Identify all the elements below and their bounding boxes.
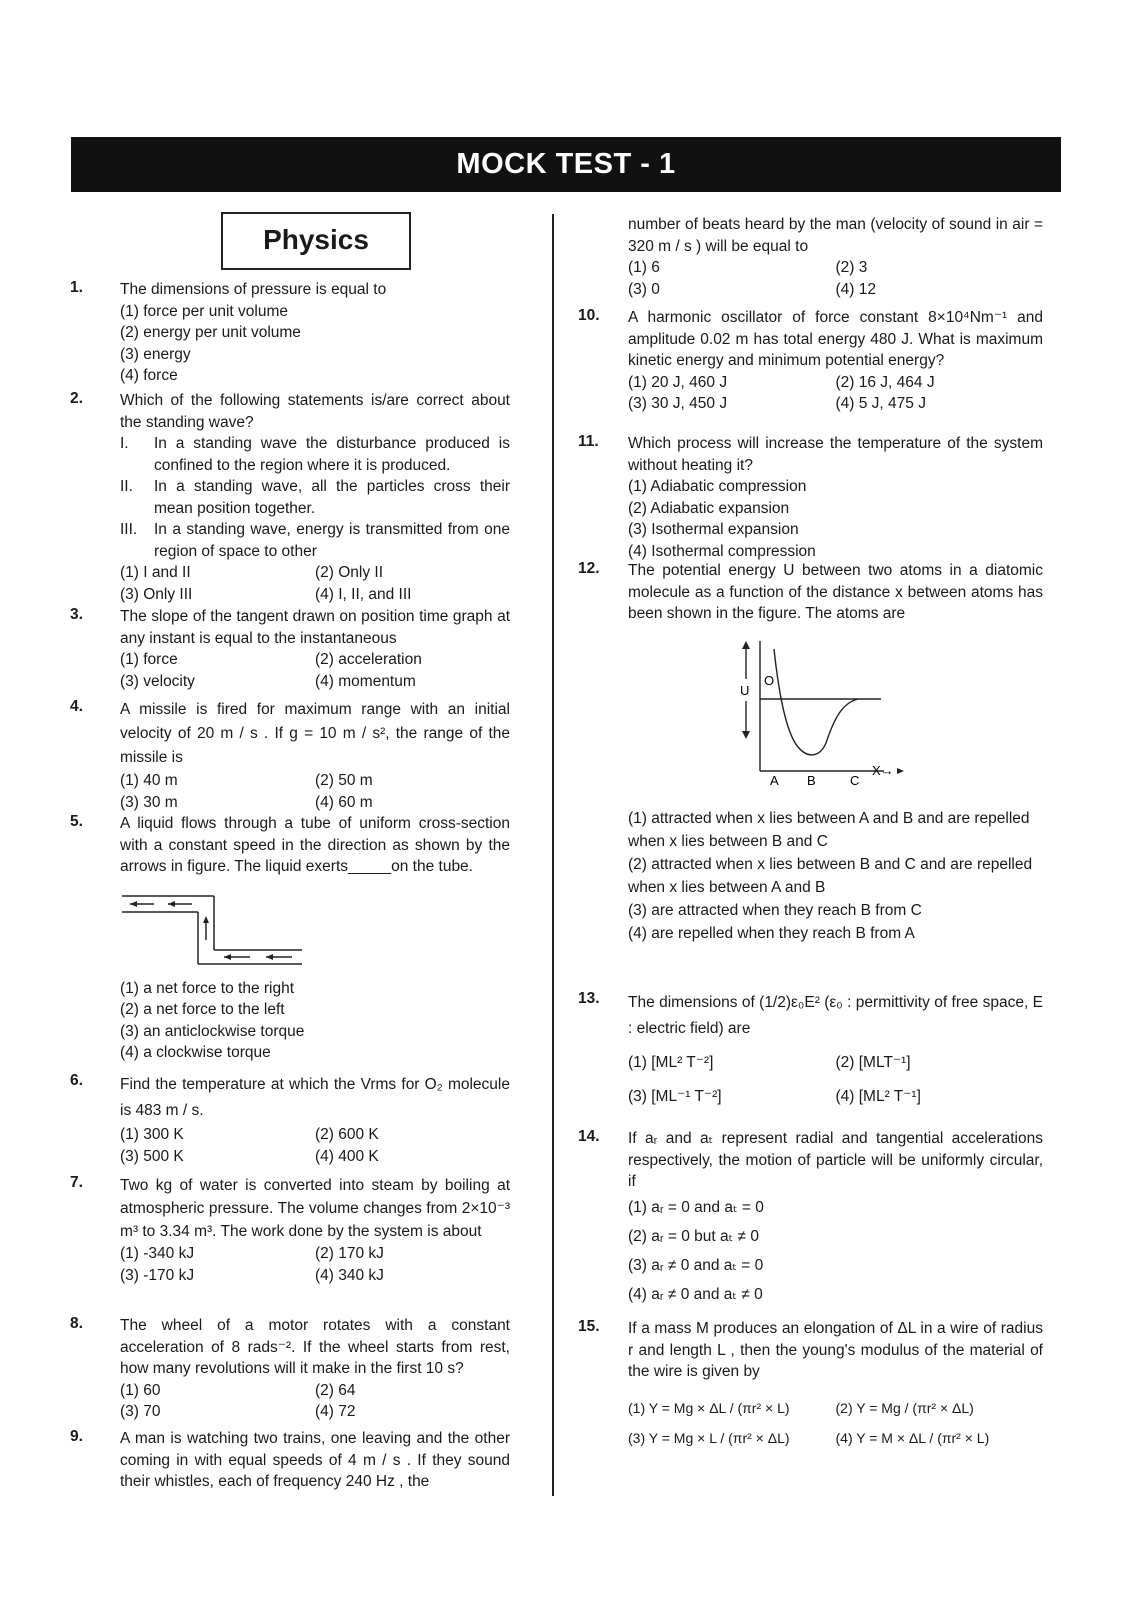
question-text: Which of the following statements is/are correct about the standing wave?	[120, 392, 510, 431]
option-3[interactable]: (3) Isothermal expansion	[628, 521, 799, 538]
column-divider	[552, 214, 554, 1496]
question-3	[70, 606, 510, 692]
u-axis-label: U	[740, 682, 750, 698]
option-2[interactable]: (2) Only II	[315, 564, 384, 581]
option-1[interactable]: (1) Y = Mg × ΔL / (πr² × L)	[628, 1399, 790, 1416]
question-4	[70, 698, 510, 813]
option-1[interactable]: (1) 40 m	[120, 772, 178, 789]
option-2[interactable]: (2) acceleration	[315, 651, 422, 668]
option-1[interactable]: (1) a net force to the right	[120, 979, 295, 997]
option-3[interactable]: (3) 30 m	[120, 793, 178, 811]
question-7	[70, 1174, 510, 1286]
option-2[interactable]: (2) 64	[315, 1381, 356, 1399]
tube-flow-figure	[120, 882, 320, 972]
option-2[interactable]: (2) 16 J, 464 J	[835, 373, 935, 391]
question-text-continued: number of beats heard by the man (velocity of sound in air = 320 m / s ) will be equal to	[628, 216, 1043, 255]
statement-2: II. In a standing wave, all the particles cross their mean position together.	[120, 478, 510, 517]
question-number: 10.	[578, 307, 600, 324]
question-6	[70, 1072, 510, 1167]
option-4[interactable]: (4) 400 K	[315, 1147, 379, 1165]
subject-heading: Physics	[221, 212, 411, 270]
question-text: If aᵣ and aₜ represent radial and tangential accelerations respectively, the motion of particle will be uniformly circular, if	[628, 1130, 1043, 1190]
question-text: Which process will increase the temperature of the system without heating it?	[628, 435, 1043, 474]
question-text: A man is watching two trains, one leaving and the other coming in with equal speeds of 4 m / s . If they sound their whistles, each of frequency 240 Hz , the	[120, 1430, 510, 1490]
option-1[interactable]: (1) -340 kJ	[120, 1245, 195, 1262]
option-4[interactable]: (4) a clockwise torque	[120, 1044, 271, 1061]
point-c-label: C	[850, 772, 860, 785]
question-number: 12.	[578, 560, 600, 577]
option-4[interactable]: (4) Y = M × ΔL / (πr² × L)	[835, 1429, 990, 1446]
question-9-continued	[578, 214, 1043, 300]
statement-3: III. In a standing wave, energy is transmitted from one region of space to other	[120, 521, 510, 560]
option-3[interactable]: (3) [ML⁻¹ T⁻²]	[628, 1088, 722, 1105]
question-text: The potential energy U between two atoms in a diatomic molecule as a function of the distance x between atoms has been shown in the figure. The atoms are	[628, 562, 1043, 622]
question-number: 3.	[70, 606, 83, 623]
option-3[interactable]: (3) Y = Mg × L / (πr² × ΔL)	[628, 1429, 790, 1446]
question-text: A harmonic oscillator of force constant 8×10⁴Nm⁻¹ and amplitude 0.02 m has total energy 480 J. What is maximum kinetic energy and minimum potential energy?	[628, 309, 1043, 369]
option-4[interactable]: (4) are repelled when they reach B from A	[628, 924, 915, 942]
question-number: 6.	[70, 1072, 83, 1089]
question-12	[578, 560, 1043, 945]
option-3[interactable]: (3) 30 J, 450 J	[628, 395, 728, 412]
option-1[interactable]: (1) I and II	[120, 564, 191, 581]
question-text: A liquid flows through a tube of uniform cross-section with a constant speed in the direction as shown by the arrows in figure. The liquid exerts_____on the tube.	[120, 815, 510, 875]
question-number: 14.	[578, 1128, 600, 1145]
question-text: The dimensions of pressure is equal to	[120, 281, 387, 298]
question-text: Find the temperature at which the Vrms for O₂ molecule is 483 m / s.	[120, 1076, 510, 1119]
option-1[interactable]: (1) 20 J, 460 J	[628, 373, 728, 391]
question-number: 4.	[70, 698, 83, 715]
question-1	[70, 279, 510, 387]
option-3[interactable]: (3) 70	[120, 1403, 161, 1420]
option-2[interactable]: (2) 170 kJ	[315, 1245, 384, 1262]
option-2[interactable]: (2) Y = Mg / (πr² × ΔL)	[835, 1399, 974, 1416]
option-4[interactable]: (4) momentum	[315, 672, 416, 690]
option-3[interactable]: (3) -170 kJ	[120, 1266, 195, 1284]
statement-1: I. In a standing wave the disturbance produced is confined to the region where it is produced.	[120, 435, 510, 474]
option-1[interactable]: (1) 300 K	[120, 1126, 184, 1143]
question-text: The dimensions of (1/2)ε₀E² (ε₀ : permittivity of free space, E : electric field) are	[628, 994, 1043, 1037]
option-2[interactable]: (2) aᵣ = 0 but aₜ ≠ 0	[628, 1227, 759, 1245]
option-3[interactable]: (3) 500 K	[120, 1147, 184, 1165]
option-2[interactable]: (2) a net force to the left	[120, 1001, 285, 1018]
question-14	[578, 1128, 1043, 1309]
option-2[interactable]: (2) Adiabatic expansion	[628, 499, 790, 517]
option-4[interactable]: (4) 12	[835, 280, 876, 298]
option-4[interactable]: (4) Isothermal compression	[628, 542, 816, 560]
option-4[interactable]: (4) 340 kJ	[315, 1266, 384, 1284]
option-4[interactable]: (4) aᵣ ≠ 0 and aₜ ≠ 0	[628, 1285, 763, 1303]
option-1[interactable]: (1) Adiabatic compression	[628, 478, 807, 495]
question-number: 11.	[578, 433, 599, 450]
question-text: The wheel of a motor rotates with a constant acceleration of 8 rads⁻². If the wheel starts from rest, how many revolutions will it make in the first 10 s?	[120, 1317, 510, 1377]
test-title-banner: MOCK TEST - 1	[71, 137, 1061, 192]
question-9	[70, 1428, 510, 1493]
question-number: 7.	[70, 1174, 83, 1191]
question-text: A missile is fired for maximum range with an initial velocity of 20 m / s . If g = 10 m / s², the range of the missile is	[120, 701, 510, 766]
question-15	[578, 1318, 1043, 1453]
option-1[interactable]: (1) 6	[628, 259, 660, 276]
origin-label: O	[764, 672, 775, 688]
option-3[interactable]: (3) energy	[120, 345, 191, 363]
option-3[interactable]: (3) are attracted when they reach B from C	[628, 901, 922, 919]
option-1[interactable]: (1) 60	[120, 1381, 161, 1399]
option-4[interactable]: (4) [ML² T⁻¹]	[835, 1088, 921, 1105]
option-1[interactable]: (1) force per unit volume	[120, 302, 288, 320]
option-2[interactable]: (2) 50 m	[315, 772, 373, 789]
option-4[interactable]: (4) 60 m	[315, 793, 373, 811]
question-2	[70, 390, 510, 605]
option-2[interactable]: (2) 3	[835, 259, 868, 276]
option-3[interactable]: (3) aᵣ ≠ 0 and aₜ = 0	[628, 1256, 764, 1274]
question-number: 9.	[70, 1428, 83, 1445]
option-4[interactable]: (4) 5 J, 475 J	[835, 395, 926, 412]
question-number: 1.	[70, 279, 83, 296]
point-a-label: A	[770, 772, 779, 785]
option-3[interactable]: (3) velocity	[120, 672, 195, 690]
option-4[interactable]: (4) force	[120, 367, 178, 384]
question-11	[578, 433, 1043, 562]
option-3[interactable]: (3) an anticlockwise torque	[120, 1022, 305, 1040]
option-1[interactable]: (1) force	[120, 651, 178, 668]
option-4[interactable]: (4) 72	[315, 1403, 356, 1420]
question-8	[70, 1315, 510, 1423]
question-number: 15.	[578, 1318, 600, 1335]
option-2[interactable]: (2) attracted when x lies between B and C and are repelled when x lies between A and B	[628, 855, 1033, 896]
question-text: If a mass M produces an elongation of ΔL in a wire of radius r and length L , then the young's modulus of the material of the wire is given by	[628, 1320, 1043, 1380]
question-5	[70, 813, 510, 1064]
point-b-label: B	[807, 772, 816, 785]
potential-energy-graph	[736, 635, 916, 785]
option-3[interactable]: (3) 0	[628, 280, 660, 298]
question-number: 13.	[578, 990, 600, 1007]
question-13	[578, 990, 1043, 1114]
option-2[interactable]: (2) energy per unit volume	[120, 324, 301, 341]
question-number: 2.	[70, 390, 83, 407]
option-1[interactable]: (1) aᵣ = 0 and aₜ = 0	[628, 1198, 764, 1216]
question-10	[578, 307, 1043, 415]
x-axis-label: X→	[872, 762, 894, 778]
option-2[interactable]: (2) 600 K	[315, 1126, 379, 1143]
option-3[interactable]: (3) Only III	[120, 585, 193, 603]
option-4[interactable]: (4) I, II, and III	[315, 585, 412, 603]
option-1[interactable]: (1) attracted when x lies between A and B and are repelled when x lies between B and C	[628, 809, 1030, 850]
question-text: The slope of the tangent drawn on position time graph at any instant is equal to the instantaneous	[120, 608, 510, 647]
option-2[interactable]: (2) [MLT⁻¹]	[835, 1054, 911, 1071]
question-text: Two kg of water is converted into steam by boiling at atmospheric pressure. The volume changes from 2×10⁻³ m³ to 3.34 m³. The work done by the system is about	[120, 1177, 510, 1240]
option-1[interactable]: (1) [ML² T⁻²]	[628, 1054, 714, 1071]
question-number: 5.	[70, 813, 83, 830]
question-number: 8.	[70, 1315, 83, 1332]
